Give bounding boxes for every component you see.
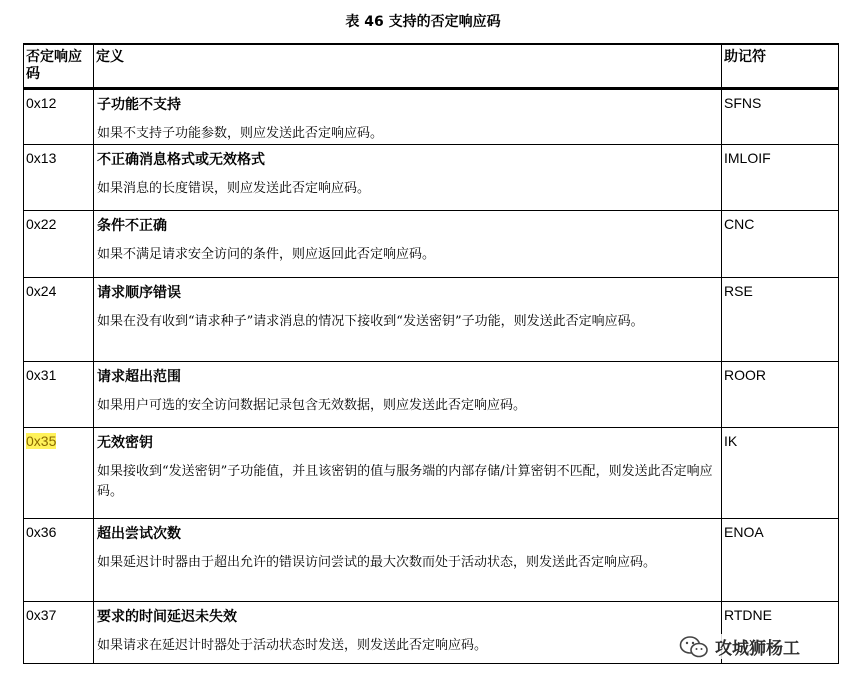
definition-name: 条件不正确 [97,218,167,234]
definition-name: 子功能不支持 [97,97,181,113]
watermark [677,634,802,659]
table-row [24,428,839,519]
table-row [24,211,839,278]
definition-cell [94,211,722,278]
mnemonic-cell: SFNS [722,89,839,145]
table-row [24,145,839,211]
definition-cell [94,362,722,428]
table-header-row [24,44,839,89]
definition-name: 无效密钥 [97,435,153,451]
code-cell: 0x22 [24,211,94,278]
definition-cell [94,602,722,664]
definition-cell [94,519,722,602]
definition-desc: 如果延迟计时器由于超出允许的错误访问尝试的最大次数而处于活动状态，则发送此否定响应码。 [97,555,657,570]
definition-cell [94,145,722,211]
negative-response-code-table [23,43,839,664]
code-cell: 0x12 [24,89,94,145]
header-definition: 定义 [94,44,722,89]
code-cell: 0x37 [24,602,94,664]
header-code: 否定响应码 [24,44,94,89]
mnemonic-cell: IMLOIF [722,145,839,211]
definition-cell [94,89,722,145]
definition-name: 请求顺序错误 [97,285,181,301]
code-cell: 0x24 [24,278,94,362]
table-row [24,519,839,602]
definition-cell [94,278,722,362]
definition-cell [94,428,722,519]
definition-desc: 如果接收到“发送密钥”子功能值，并且该密钥的值与服务端的内部存储/计算密钥不匹配，则发送此否定响应码。 [97,464,713,499]
definition-desc: 如果用户可选的安全访问数据记录包含无效数据，则应发送此否定响应码。 [97,398,527,413]
table-row [24,362,839,428]
mnemonic-cell: IK [722,428,839,519]
definition-desc: 如果在没有收到“请求种子”请求消息的情况下接收到“发送密钥”子功能，则发送此否定响应码。 [97,314,644,329]
wechat-icon [679,635,709,659]
mnemonic-cell: RTDNE [722,602,839,664]
definition-desc: 如果不满足请求安全访问的条件，则应返回此否定响应码。 [97,247,436,262]
definition-desc: 如果请求在延迟计时器处于活动状态时发送，则发送此否定响应码。 [97,638,488,653]
definition-name: 要求的时间延迟未失效 [97,609,237,625]
definition-desc: 如果消息的长度错误，则应发送此否定响应码。 [97,181,371,196]
definition-name: 请求超出范围 [97,369,181,385]
definition-desc: 如果不支持子功能参数，则应发送此否定响应码。 [97,126,384,141]
code-cell: 0x31 [24,362,94,428]
mnemonic-cell: RSE [722,278,839,362]
header-mnemonic: 助记符 [722,44,839,89]
definition-name: 不正确消息格式或无效格式 [97,152,265,168]
mnemonic-cell: ROOR [722,362,839,428]
watermark-text: 攻城狮杨工 [715,639,800,659]
code-cell-highlighted: 0x35 [24,428,94,519]
table-row [24,89,839,145]
mnemonic-cell: ENOA [722,519,839,602]
definition-name: 超出尝试次数 [97,526,181,542]
table-row [24,278,839,362]
table-title: 表 46 支持的否定响应码 [345,14,501,30]
mnemonic-cell: CNC [722,211,839,278]
code-cell: 0x36 [24,519,94,602]
code-cell: 0x13 [24,145,94,211]
